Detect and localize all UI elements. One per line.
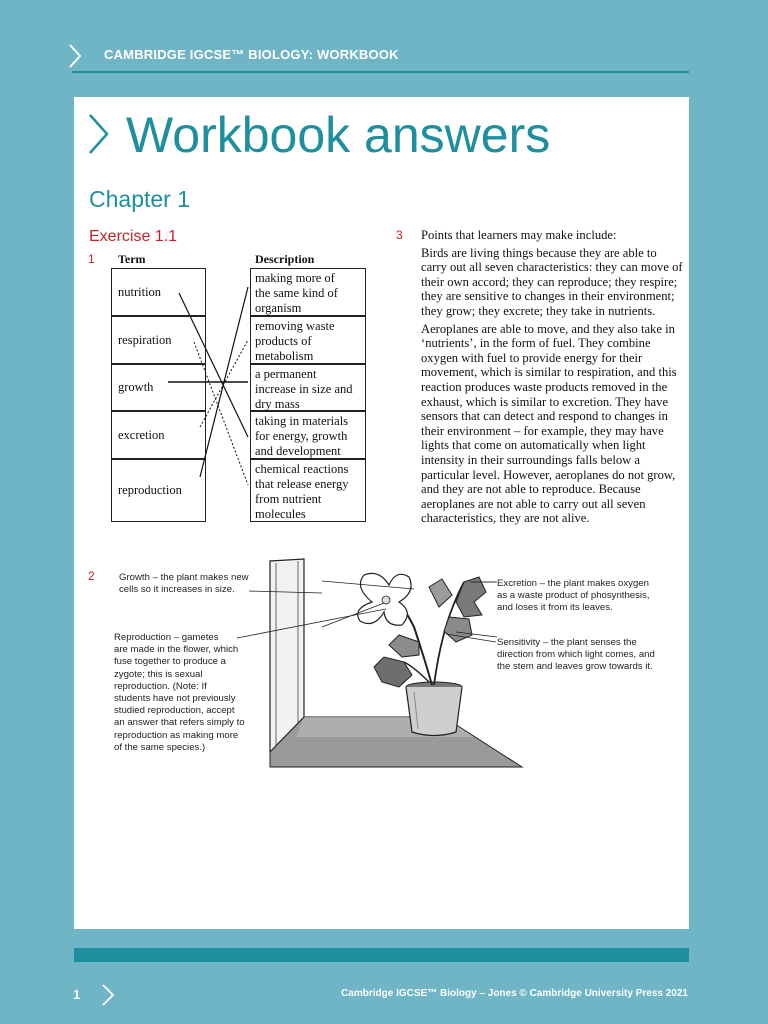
chevron-right-icon	[101, 983, 115, 1007]
description-line: removing waste	[255, 319, 335, 333]
answer-paragraph: Birds are living things because they are able to carry out all seven characteristics: they can move of their own accord; they can reproduce; they respire; they are sensitive to changes in their environment; they grow; they excrete; they take in nutrients.	[421, 245, 683, 318]
label-line: fuse together to produce a	[114, 656, 227, 668]
label-line: an answer that refers simply to	[114, 717, 245, 729]
question-number: 3	[396, 228, 403, 242]
label-line: the stem and leaves grow towards it.	[497, 661, 653, 673]
label-line: Growth – the plant makes new	[119, 572, 249, 583]
description-line: increase in size and	[255, 382, 353, 396]
label-line: reproduction as making more	[114, 729, 239, 741]
chevron-right-icon	[68, 43, 82, 69]
description-line: molecules	[255, 507, 306, 521]
label-line: as a waste product of phosynthesis,	[497, 590, 650, 602]
label-line: are made in the flower, which	[114, 644, 239, 656]
description-line: a permanent	[255, 367, 317, 381]
question-number: 1	[88, 252, 95, 266]
description-line: dry mass	[255, 397, 300, 411]
label-line: of the same species.)	[114, 741, 206, 753]
description-line: from nutrient	[255, 492, 322, 506]
question-number: 2	[88, 569, 95, 583]
answer-paragraph: Aeroplanes are able to move, and they also take in ‘nutrients’, in the form of fuel. They combine oxygen with fuel to provide energy for their movement, which is similar to respiration, and this reaction produces waste products removed in the exhaust, which is similar to excretion. They have sensors that can detect and respond to changes in their environment – for example, they may have lights that come on automatically when light intensity in their surroundings falls below a particular level. However, aeroplanes do not grow, and they are not able to reproduce. Because aeroplanes are not able to carry out all seven characteristics, they are not alive.	[421, 321, 677, 526]
label-line: reproduction. (Note: If	[114, 680, 207, 692]
description-line: organism	[255, 301, 302, 315]
term-label: nutrition	[118, 284, 162, 299]
description-line: and development	[255, 444, 341, 458]
term-column-header: Term	[118, 252, 146, 266]
label-line: students have not previously	[114, 693, 236, 705]
label-line: zygote; this is sexual	[114, 668, 203, 680]
description-line: the same kind of	[255, 286, 338, 300]
term-label: excretion	[118, 427, 165, 442]
description-line: products of	[255, 334, 312, 348]
description-line: making more of	[255, 271, 335, 285]
description-line: chemical reactions	[255, 462, 349, 476]
label-line: Sensitivity – the plant senses the	[497, 637, 637, 648]
description-column-header: Description	[255, 252, 315, 266]
description-line: for energy, growth	[255, 429, 348, 443]
description-line: metabolism	[255, 349, 314, 363]
chapter-heading: Chapter 1	[89, 186, 191, 212]
footer-credit: Cambridge IGCSE™ Biology – Jones © Cambridge University Press 2021	[341, 988, 688, 999]
header-title: CAMBRIDGE IGCSE™ BIOLOGY: WORKBOOK	[104, 47, 399, 62]
label-line: Excretion – the plant makes oxygen	[497, 578, 649, 589]
page-title: Workbook answers	[126, 107, 551, 163]
term-label: growth	[118, 380, 154, 394]
label-line: studied reproduction, accept	[114, 705, 235, 717]
label-line: Reproduction – gametes	[114, 632, 219, 643]
answer-page	[74, 97, 689, 929]
exercise-heading: Exercise 1.1	[89, 228, 178, 245]
description-line: taking in materials	[255, 414, 349, 428]
label-pointer-lines	[74, 97, 689, 929]
label-line: direction from which light comes, and	[497, 649, 655, 661]
term-label: reproduction	[118, 483, 182, 497]
term-label: respiration	[118, 332, 172, 347]
footer-bar	[74, 948, 689, 962]
description-line: that release energy	[255, 477, 349, 491]
page-number: 1	[73, 987, 81, 1002]
label-line: and loses it from its leaves.	[497, 602, 613, 614]
answer-intro: Points that learners may make include:	[421, 228, 617, 242]
label-line: cells so it increases in size.	[119, 584, 235, 596]
header-rule	[72, 71, 689, 73]
